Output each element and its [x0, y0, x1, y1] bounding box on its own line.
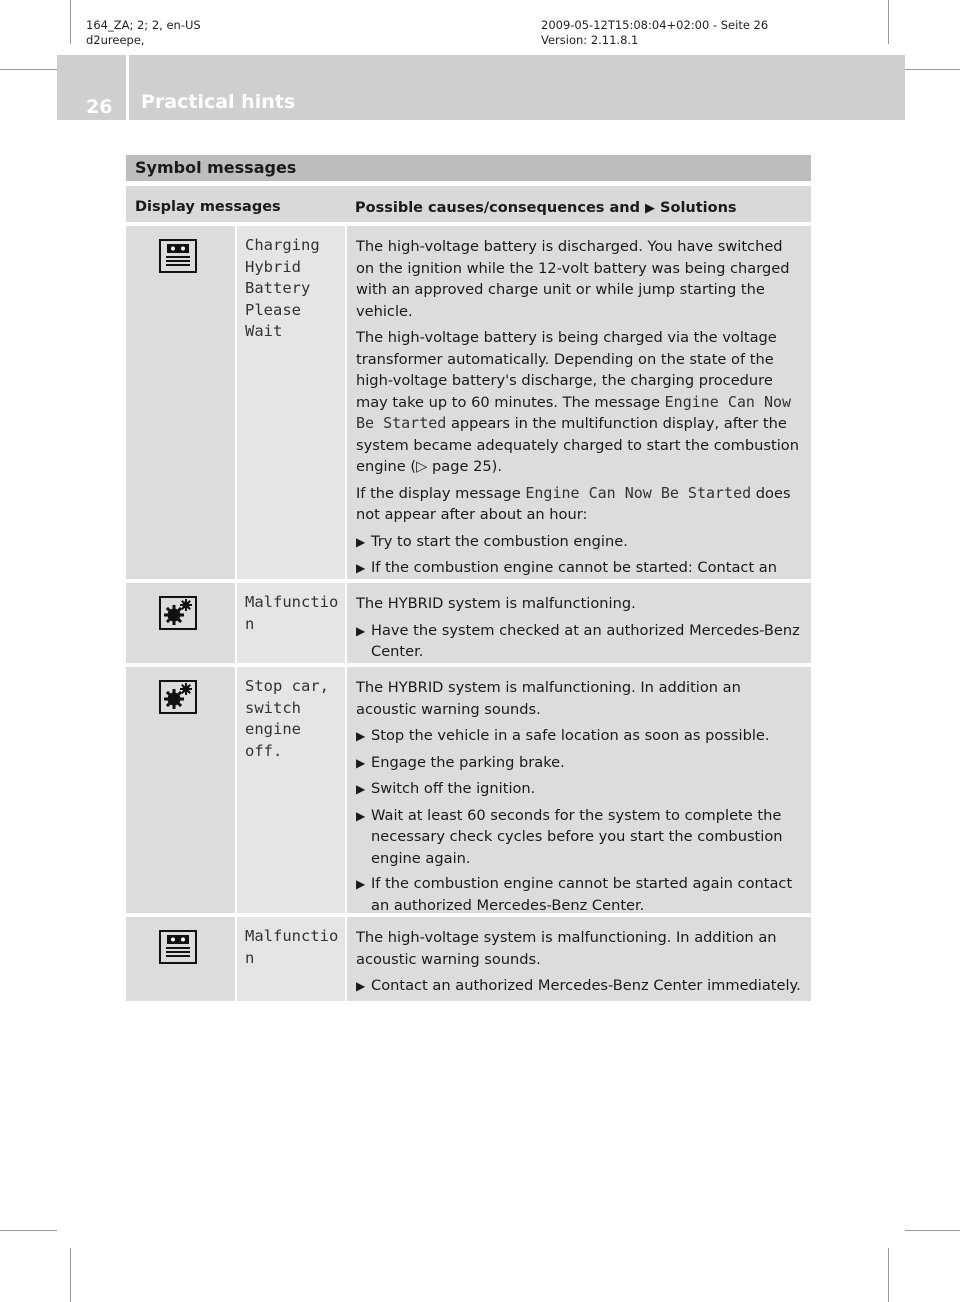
- solution-step: [356, 778, 805, 801]
- symbol-cell: [126, 226, 235, 579]
- display-message-cell: [237, 583, 345, 663]
- column-header-causes-solutions: [355, 200, 737, 216]
- crop-mark: [888, 1248, 889, 1302]
- causes-solutions-cell: [347, 667, 811, 913]
- step-arrow-icon: ▶: [356, 755, 366, 770]
- symbol-cell: [126, 583, 235, 663]
- hybrid-system-icon: [159, 596, 197, 630]
- display-message-cell: [237, 917, 345, 1001]
- display-message-cell: [237, 667, 345, 913]
- step-arrow-icon: ▶: [356, 561, 366, 575]
- display-message-cell: [237, 226, 345, 579]
- battery-icon: [159, 930, 197, 964]
- table-title: Symbol messages: [126, 155, 811, 181]
- cause-paragraph: The HYBRID system is malfunctioning.: [356, 595, 636, 612]
- table-row: [126, 917, 811, 1001]
- symbol-messages-table: [126, 186, 811, 1005]
- step-text: If the combustion engine cannot be started: Contact an: [371, 559, 777, 576]
- step-text: Engage the parking brake.: [371, 753, 565, 771]
- crop-mark: [70, 1248, 71, 1302]
- step-text: Stop the vehicle in a safe location as soon as possible.: [371, 727, 770, 744]
- symbol-cell: [126, 917, 235, 1001]
- text: appears in the multifunction display, after the system became adequately charged to start the combustion engine (: [356, 415, 799, 475]
- display-message-ref: Engine Can Now Be Started: [356, 392, 792, 432]
- crop-mark: [888, 0, 889, 44]
- step-arrow-icon: ▶: [356, 782, 366, 796]
- text: The high-voltage battery is being charged via the voltage transformer automatically. Depending on the state of the high-voltage battery's discharge, the charging procedure may take up to 60 minutes. The message: [356, 329, 777, 411]
- display-message: Stop car, switch engine off.: [245, 677, 329, 760]
- table-row: [126, 667, 811, 913]
- display-message-ref: Engine Can Now Be Started: [525, 483, 752, 502]
- step-arrow-icon: ▶: [356, 623, 366, 638]
- symbol-cell: [126, 667, 235, 913]
- print-meta-right: [541, 18, 768, 48]
- solution-step: [356, 752, 805, 775]
- causes-solutions-cell: [347, 226, 811, 579]
- text: does not appear after about an hour:: [356, 484, 791, 523]
- step-arrow-icon: ▶: [356, 534, 366, 549]
- step-text: If the combustion engine cannot be started again contact an authorized Mercedes-Benz Center.: [371, 875, 793, 914]
- causes-solutions-cell: [347, 917, 811, 1001]
- meta-line: Version: 2.11.8.1: [541, 33, 639, 47]
- cause-paragraph: [356, 483, 805, 526]
- header-divider: [126, 55, 129, 120]
- crop-mark: [0, 69, 57, 70]
- table-header-row: [126, 186, 811, 222]
- text: If the display message: [356, 484, 526, 502]
- step-text: Have the system checked at an authorized Mercedes-Benz Center.: [371, 621, 800, 660]
- display-message: Malfunctio n: [245, 927, 339, 967]
- header-text: Possible causes/consequences and: [355, 200, 645, 216]
- causes-solutions-cell: [347, 583, 811, 663]
- page-number: 26: [86, 96, 113, 118]
- hybrid-system-icon: [159, 680, 197, 714]
- step-text: Switch off the ignition.: [371, 780, 536, 797]
- step-arrow-icon: ▶: [356, 729, 366, 743]
- crop-mark: [905, 1230, 960, 1231]
- text: page 25).: [427, 458, 502, 475]
- crop-mark: [0, 1230, 57, 1231]
- crop-mark: [70, 0, 71, 44]
- meta-line: d2ureepe,: [86, 33, 145, 47]
- crop-mark: [905, 69, 960, 70]
- print-meta-left: [86, 18, 201, 48]
- cause-paragraph: The high-voltage system is malfunctioning. In addition an acoustic warning sounds.: [356, 929, 777, 968]
- step-arrow-icon: ▶: [645, 201, 655, 216]
- table-row: [126, 226, 811, 579]
- section-title: Practical hints: [141, 91, 296, 113]
- column-header-display-messages: Display messages: [135, 199, 281, 215]
- meta-line: 164_ZA; 2; 2, en-US: [86, 18, 201, 32]
- cause-paragraph: The HYBRID system is malfunctioning. In addition an acoustic warning sounds.: [356, 679, 741, 718]
- page-ref-icon: ▷: [416, 458, 428, 475]
- solution-step: [356, 975, 805, 998]
- step-text: Try to start the combustion engine.: [371, 532, 628, 550]
- display-message: Charging Hybrid Battery Please Wait: [245, 236, 320, 340]
- display-message: Malfunctio n: [245, 593, 339, 633]
- step-text: Contact an authorized Mercedes-Benz Center immediately.: [371, 977, 801, 994]
- cause-paragraph: [356, 327, 805, 478]
- step-text: Wait at least 60 seconds for the system to complete the necessary check cycles before you start the combustion engine again.: [371, 806, 783, 867]
- solution-step: [356, 725, 805, 748]
- header-text: Solutions: [655, 200, 737, 216]
- solution-step: [356, 805, 805, 870]
- step-arrow-icon: ▶: [356, 979, 366, 993]
- table-row: [126, 583, 811, 663]
- meta-line: 2009-05-12T15:08:04+02:00 - Seite 26: [541, 18, 769, 32]
- step-arrow-icon: ▶: [356, 877, 366, 891]
- step-arrow-icon: ▶: [356, 808, 366, 823]
- solution-step: [356, 531, 805, 554]
- battery-icon: [159, 239, 197, 273]
- cause-paragraph: The high-voltage battery is discharged. You have switched on the ignition while the 12-volt battery was being charged with an approved charge unit or while jump starting the vehicle.: [356, 238, 790, 320]
- solution-step: [356, 620, 805, 663]
- solution-step: [356, 873, 805, 916]
